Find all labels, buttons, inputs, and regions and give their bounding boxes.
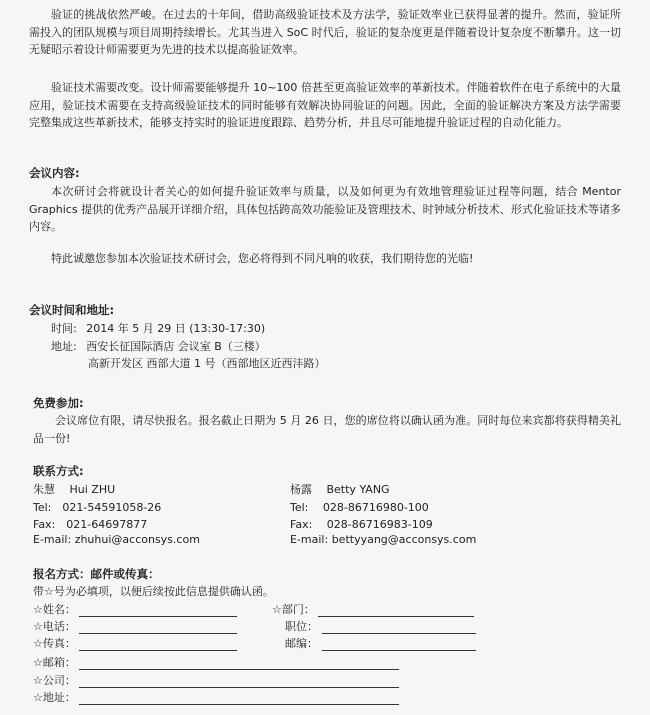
registration-note: 带☆号为必填项，以便后续按此信息提供确认函。 — [33, 585, 274, 598]
contact-right-fax: Fax: 028-86716983-109 — [290, 518, 433, 531]
address-line-1: 西安长征国际酒店 会议室 B（三楼） — [86, 340, 266, 353]
address-field-row — [33, 689, 399, 705]
content-paragraph: 本次研讨会将就设计者关心的如何提升验证效率与质量，以及如何更为有效地管理验证过程等问题，结合 Mentor Graphics 提供的优秀产品展开详细介绍，具体包括跨高效功能验证及管理技术、时钟域分析技术、形式化验证技术等诸多内容。 — [29, 185, 621, 233]
phone-input[interactable] — [79, 621, 237, 634]
postcode-field-row — [285, 635, 476, 651]
registration-heading: 报名方式：邮件或传真： — [33, 567, 160, 581]
invitation-text: 特此诚邀您参加本次验证技术研讨会，您必将得到不同凡响的收获，我们期待您的光临! — [51, 252, 474, 265]
contact-right-email[interactable]: E-mail: bettyyang@acconsys.com — [290, 533, 477, 546]
address-line-2: 高新开发区 西部大道 1 号（西部地区近西沣路） — [88, 357, 326, 370]
address-field-label: ☆地址： — [33, 691, 76, 704]
email-input[interactable] — [79, 657, 399, 670]
contact-right-tel: Tel: 028-86716980-100 — [290, 501, 429, 514]
dept-field-row — [272, 601, 474, 617]
company-label: ☆公司： — [33, 674, 76, 687]
postcode-label: 邮编： — [285, 637, 318, 650]
name-input[interactable] — [79, 604, 237, 617]
fax-label: ☆传真： — [33, 637, 76, 650]
address-row — [51, 338, 266, 354]
free-paragraph: 会议席位有限，请尽快报名。报名截止日期为 5 月 26 日，您的席位将以确认函为准。同时每位来宾都将获得精美礼品一份! — [33, 414, 621, 445]
name-label: ☆姓名： — [33, 603, 76, 616]
address-input[interactable] — [79, 692, 399, 705]
contact-left-email[interactable]: E-mail: zhuhui@acconsys.com — [33, 533, 200, 546]
intro-paragraph-2: 验证技术需要改变。设计师需要能够提升 10~100 倍甚至更高验证效率的革新技术。伴随着软件在电子系统中的大量应用，验证技术需要在支持高级验证技术的同时能够有效解决协同验证的问题。因此，全面的验证解决方案及方法学需要完整集成这些革新技术，能够支持实时的验证进度跟踪、趋势分析，并且尽可能地提升验证过程的自动化能力。 — [29, 81, 621, 129]
address-label: 地址: — [51, 340, 77, 353]
contact-left-tel: Tel: 021-54591058-26 — [33, 501, 162, 514]
content-heading: 会议内容: — [29, 166, 80, 180]
contact-left-name: 朱慧 Hui ZHU — [33, 483, 116, 496]
position-field-row — [285, 618, 476, 634]
position-label: 职位： — [285, 620, 318, 633]
company-field-row — [33, 672, 399, 688]
phone-field-row — [33, 618, 237, 634]
time-label: 时间: — [51, 322, 77, 335]
fax-input[interactable] — [79, 638, 237, 651]
time-value: 2014 年 5 月 29 日 (13:30-17:30) — [86, 322, 266, 335]
free-heading: 免费参加: — [33, 396, 84, 410]
dept-input[interactable] — [318, 604, 474, 617]
intro-paragraph-1: 验证的挑战依然严峻。在过去的十年间，借助高级验证技术及方法学，验证效率业已获得显著的提升。然而，验证所需投入的团队规模与项目周期持续增长。尤其当进入 SoC 时代后，验证的复杂度更是伴随着设计复杂度不断攀升。这一切无疑昭示着设计师需要更为先进的技术以提高验证效率。 — [29, 8, 621, 56]
venue-heading: 会议时间和地址: — [29, 303, 115, 317]
time-row — [51, 320, 265, 336]
name-field-row — [33, 601, 237, 617]
dept-label: ☆部门： — [272, 603, 315, 616]
position-input[interactable] — [322, 621, 476, 634]
phone-label: ☆电话： — [33, 620, 76, 633]
contacts-heading: 联系方式: — [33, 464, 84, 478]
postcode-input[interactable] — [322, 638, 476, 651]
contact-left-fax: Fax: 021-64697877 — [33, 518, 148, 531]
email-label: ☆邮箱： — [33, 656, 76, 669]
fax-field-row — [33, 635, 237, 651]
email-field-row — [33, 654, 399, 670]
contact-right-name: 杨露 Betty YANG — [290, 483, 390, 496]
company-input[interactable] — [79, 675, 399, 688]
